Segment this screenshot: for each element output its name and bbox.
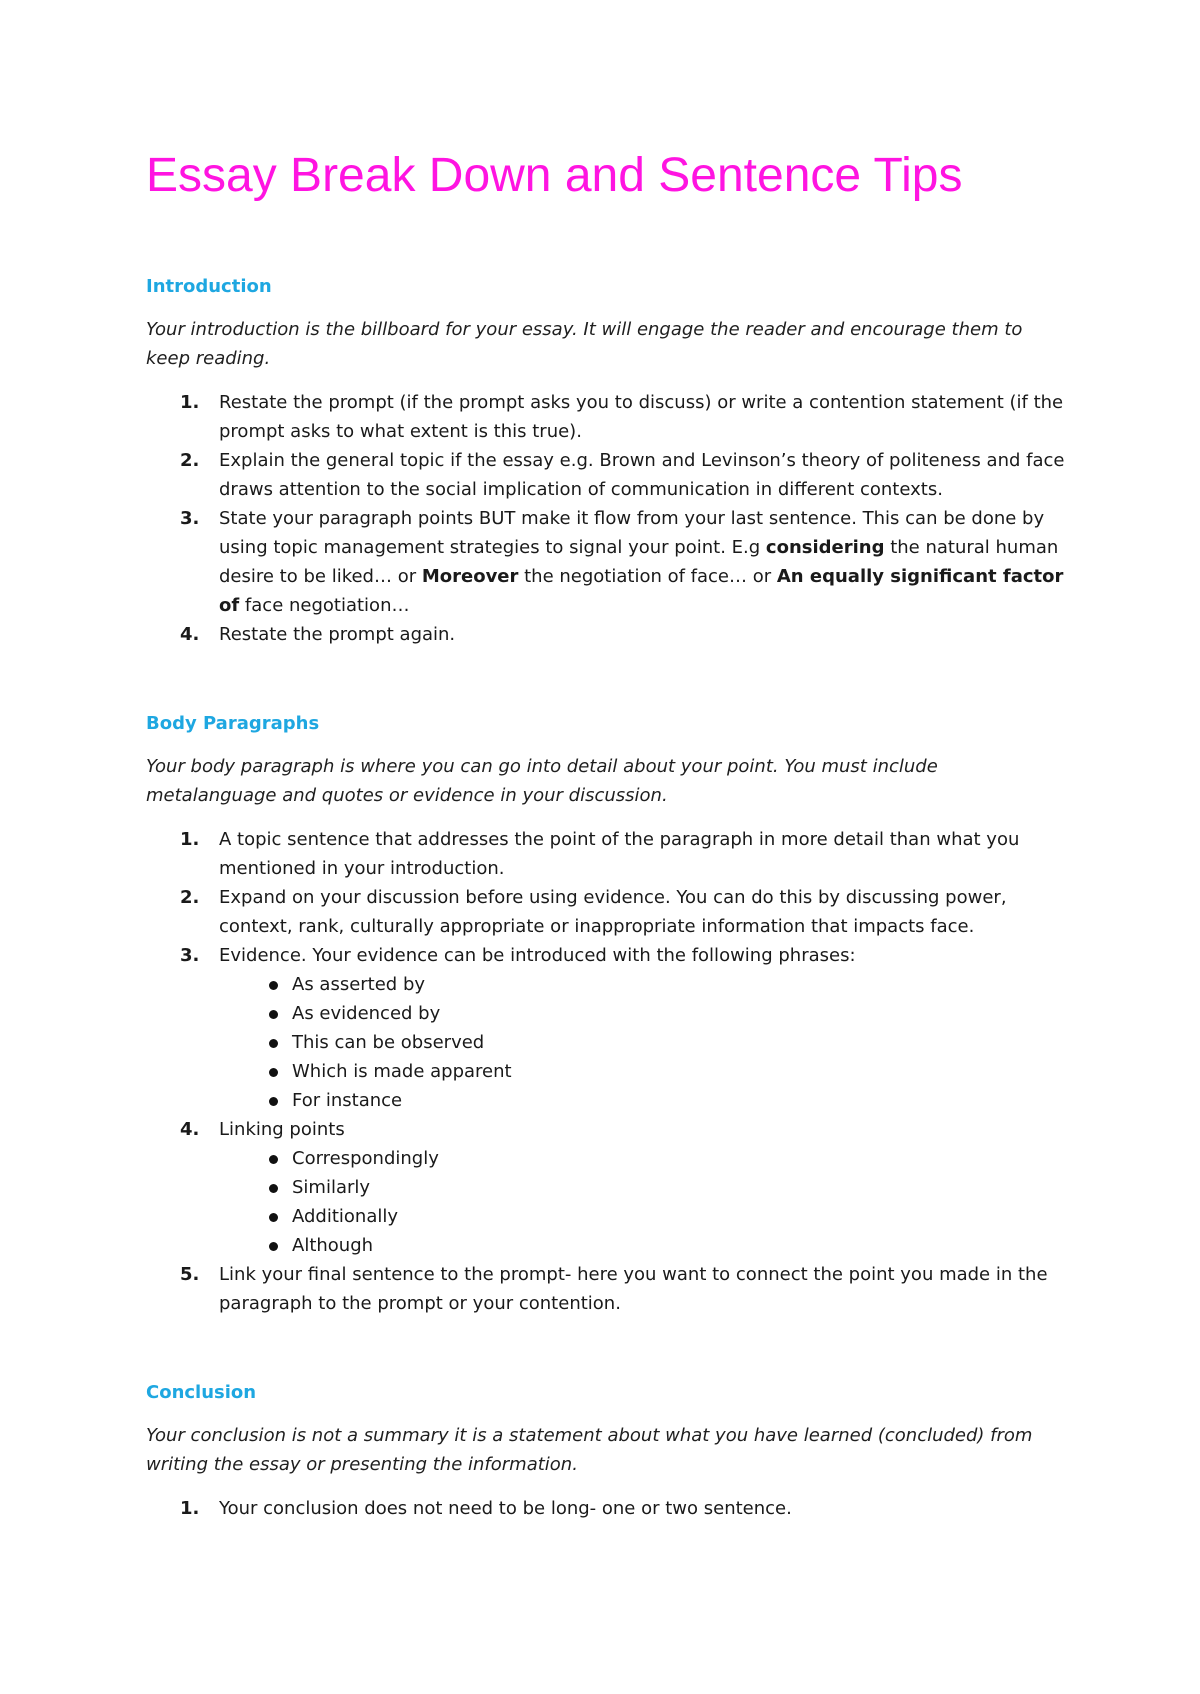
bullet-text: Additionally <box>292 1206 399 1227</box>
list-item <box>146 446 1066 504</box>
list-item-text: Explain the general topic if the essay e.g. Brown and Levinson’s theory of politeness and face draws attention to the social implication of communication in different contexts. <box>219 450 1065 500</box>
list-item <box>146 1260 1066 1318</box>
bullet-text: Although <box>292 1235 374 1256</box>
list-number: 3. <box>180 945 200 966</box>
list-item-text <box>219 508 1063 616</box>
bullet-icon <box>269 1097 278 1106</box>
list-number: 1. <box>180 1498 200 1519</box>
bullet-icon <box>269 1213 278 1222</box>
section-introduction <box>146 272 1066 649</box>
text-run: the negotiation of face… or <box>518 566 777 587</box>
section-intro-text: Your conclusion is not a summary it is a statement about what you have learned (concluded) from writing the essay or presenting the information. <box>146 1425 1033 1475</box>
numbered-list <box>146 388 1066 649</box>
bullet-item <box>219 1173 1066 1202</box>
bullet-text: For instance <box>292 1090 403 1111</box>
section-spacer <box>146 1318 1066 1378</box>
section-heading: Conclusion <box>146 1382 257 1403</box>
bullet-item <box>219 1231 1066 1260</box>
bullet-icon <box>269 1242 278 1251</box>
list-item <box>146 825 1066 883</box>
bullet-text: Similarly <box>292 1177 371 1198</box>
bullet-text: As evidenced by <box>292 1003 441 1024</box>
list-number: 2. <box>180 887 200 908</box>
bullet-list <box>219 970 1066 1115</box>
bullet-icon <box>269 1155 278 1164</box>
text-run: State your paragraph points BUT make it flow from your last sentence. This can be done by using topic management strategies to signal your point. E.g <box>219 508 1045 558</box>
bullet-text: As asserted by <box>292 974 426 995</box>
list-item <box>146 388 1066 446</box>
list-item-text: A topic sentence that addresses the point of the paragraph in more detail than what you mentioned in your introduction. <box>219 829 1020 879</box>
list-number: 3. <box>180 508 200 529</box>
bullet-icon <box>269 981 278 990</box>
bullet-item <box>219 1057 1066 1086</box>
list-number: 2. <box>180 450 200 471</box>
section-body-paragraphs <box>146 709 1066 1318</box>
list-item <box>146 941 1066 1115</box>
numbered-list <box>146 1494 1066 1523</box>
section-intro-text: Your body paragraph is where you can go into detail about your point. You must include metalanguage and quotes or evidence in your discussion. <box>146 756 938 806</box>
bullet-item <box>219 999 1066 1028</box>
document-body <box>146 272 1066 1523</box>
list-item <box>146 1115 1066 1260</box>
bold-text: An equally significant factor of <box>219 566 1064 616</box>
bullet-text: Which is made apparent <box>292 1061 512 1082</box>
section-spacer <box>146 649 1066 709</box>
list-item <box>146 1494 1066 1523</box>
bullet-item <box>219 1028 1066 1057</box>
list-item <box>146 883 1066 941</box>
list-item-text: Expand on your discussion before using evidence. You can do this by discussing power, context, rank, culturally appropriate or inappropriate information that impacts face. <box>219 887 1007 937</box>
section-intro-text: Your introduction is the billboard for your essay. It will engage the reader and encourage them to keep reading. <box>146 319 1023 369</box>
bullet-list <box>219 1144 1066 1260</box>
list-item-text: Link your final sentence to the prompt- here you want to connect the point you made in the paragraph to the prompt or your contention. <box>219 1264 1048 1314</box>
page-title: Essay Break Down and Sentence Tips <box>146 149 963 202</box>
section-heading: Introduction <box>146 276 272 297</box>
text-run: the natural human desire to be liked… or <box>219 537 1059 587</box>
bold-text: considering <box>765 537 885 558</box>
list-number: 4. <box>180 1119 200 1140</box>
list-item <box>146 620 1066 649</box>
list-number: 1. <box>180 829 200 850</box>
bullet-text: Correspondingly <box>292 1148 439 1169</box>
list-number: 4. <box>180 624 200 645</box>
bullet-icon <box>269 1068 278 1077</box>
list-item-text: Linking points <box>219 1119 345 1140</box>
bold-text: Moreover <box>421 566 519 587</box>
bullet-icon <box>269 1184 278 1193</box>
bullet-item <box>219 1202 1066 1231</box>
list-number: 1. <box>180 392 200 413</box>
bullet-item <box>219 1144 1066 1173</box>
bullet-text: This can be observed <box>292 1032 485 1053</box>
bullet-icon <box>269 1010 278 1019</box>
list-item-text: Evidence. Your evidence can be introduced with the following phrases: <box>219 945 856 966</box>
list-number: 5. <box>180 1264 200 1285</box>
list-item-text: Your conclusion does not need to be long- one or two sentence. <box>219 1498 792 1519</box>
bullet-item <box>219 970 1066 999</box>
section-heading: Body Paragraphs <box>146 713 320 734</box>
bullet-icon <box>269 1039 278 1048</box>
list-item-text: Restate the prompt again. <box>219 624 456 645</box>
bullet-item <box>219 1086 1066 1115</box>
list-item-text: Restate the prompt (if the prompt asks you to discuss) or write a contention statement (if the prompt asks to what extent is this true). <box>219 392 1064 442</box>
list-item <box>146 504 1066 620</box>
section-conclusion <box>146 1378 1066 1523</box>
numbered-list <box>146 825 1066 1318</box>
text-run: face negotiation… <box>239 595 410 616</box>
